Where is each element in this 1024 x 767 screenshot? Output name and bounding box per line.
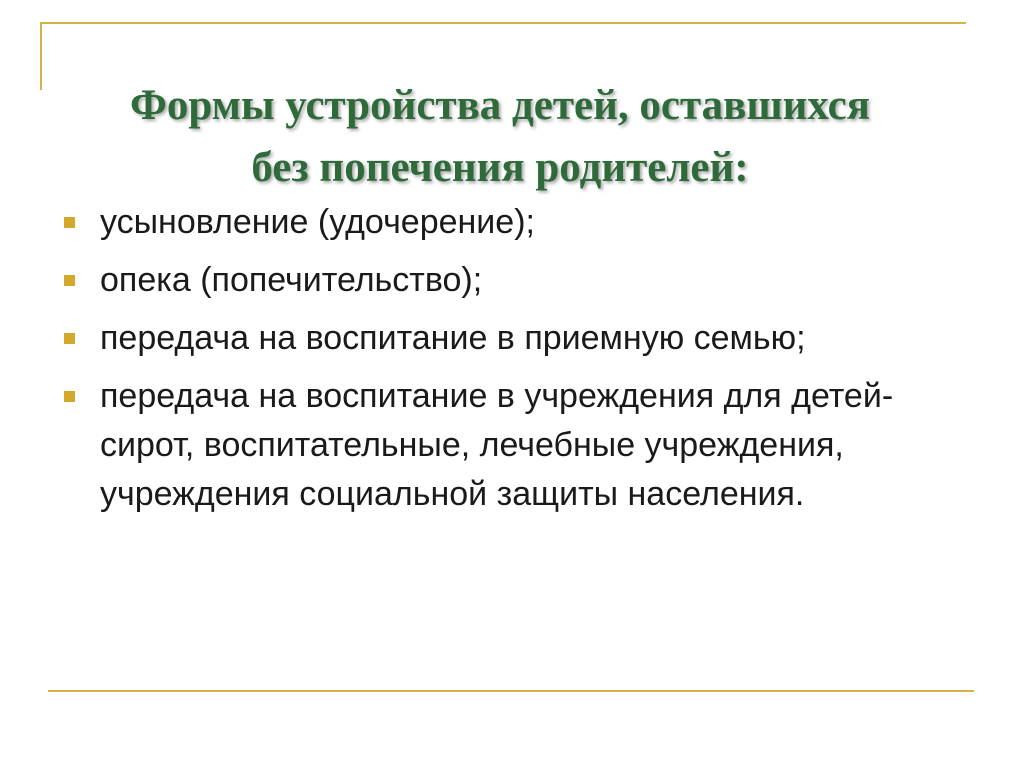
list-item <box>62 372 982 519</box>
top-rule <box>40 22 966 24</box>
bullet-list <box>62 198 982 528</box>
bullet-text: усыновление (удочерение); <box>100 203 535 241</box>
slide-title <box>20 75 980 199</box>
bullet-text: передача на воспитание в учреждения для детей-сирот, воспитательные, лечебные учреждения, учреждения социальной защиты населения. <box>100 377 894 513</box>
square-bullet-icon <box>64 391 75 402</box>
bullet-text: передача на воспитание в приемную семью; <box>100 319 806 357</box>
bullet-text: опека (попечительство); <box>100 261 483 299</box>
square-bullet-icon <box>64 217 75 228</box>
square-bullet-icon <box>64 333 75 344</box>
list-item <box>62 256 982 305</box>
list-item <box>62 314 982 363</box>
list-item <box>62 198 982 247</box>
bottom-rule <box>48 690 974 692</box>
square-bullet-icon <box>64 275 75 286</box>
title-line-1: Формы устройства детей, оставшихся <box>129 81 871 129</box>
title-line-2: без попечения родителей: <box>251 143 749 191</box>
